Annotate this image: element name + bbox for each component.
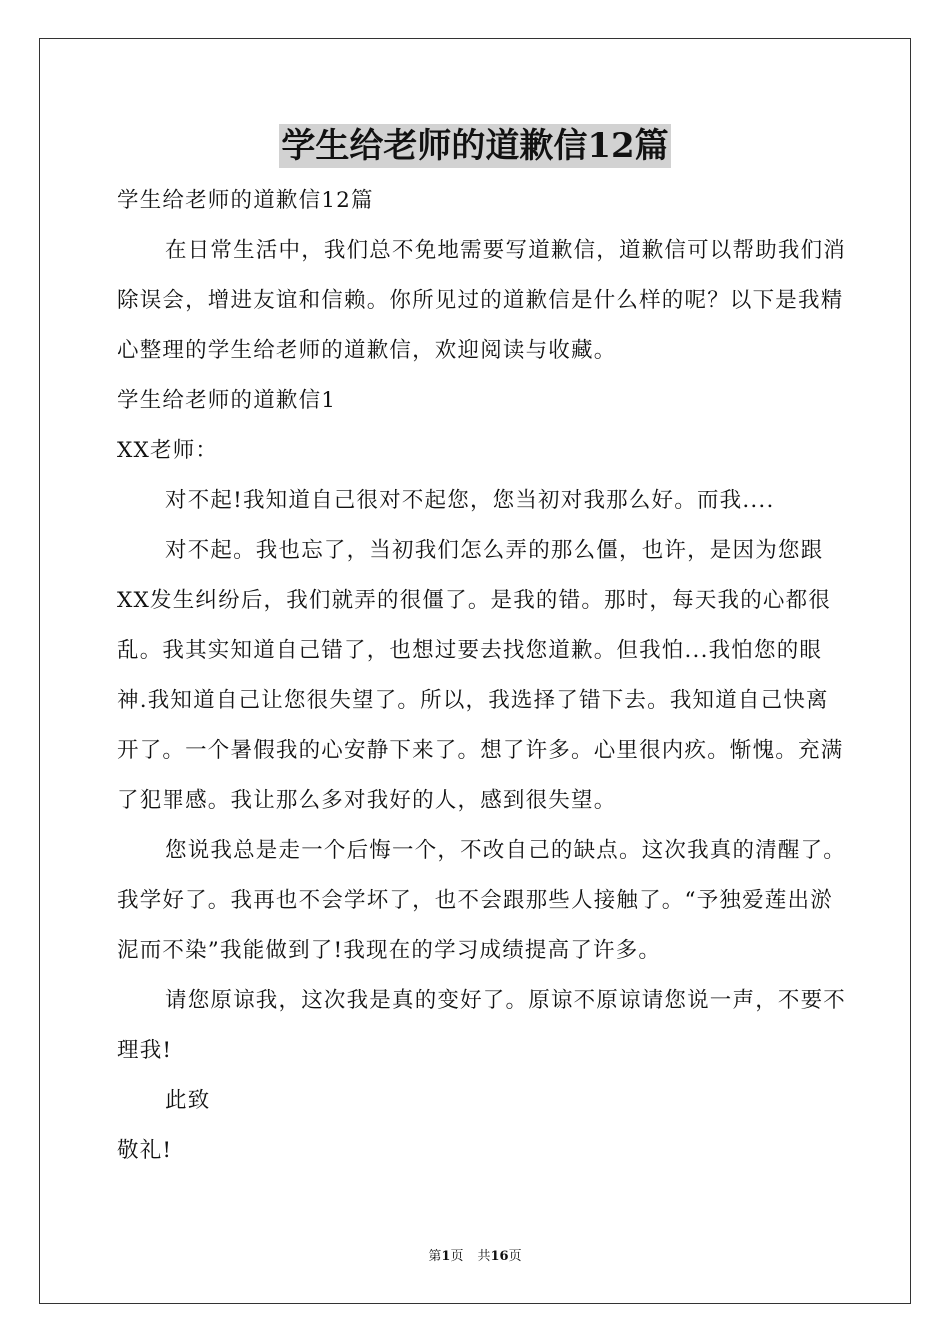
body-paragraph: 您说我总是走一个后悔一个，不改自己的缺点。这次我真的清醒了。我学好了。我再也不会学坏了，也不会跟那些人接触了。“予独爱莲出淤泥而不染”我能做到了!我现在的学习成绩提高了许多。	[117, 838, 847, 963]
body-paragraph: 请您原谅我，这次我是真的变好了。原谅不原谅请您说一声，不要不理我!	[117, 988, 847, 1063]
total-suffix: 页	[508, 1249, 522, 1264]
document-body	[117, 176, 850, 1176]
salutation: XX老师：	[117, 438, 219, 463]
total-pages: 16	[490, 1249, 509, 1264]
page-prefix: 第	[428, 1249, 442, 1264]
document-title: 学生给老师的道歉信12篇	[281, 126, 669, 166]
closing-salute: 敬礼!	[117, 1138, 173, 1163]
total-prefix: 共	[477, 1249, 491, 1264]
document-subtitle: 学生给老师的道歉信12篇	[117, 188, 374, 213]
page-number: 1	[441, 1249, 451, 1264]
letter-heading: 学生给老师的道歉信1	[117, 388, 337, 413]
intro-paragraph: 在日常生活中，我们总不免地需要写道歉信，道歉信可以帮助我们消除误会，增进友谊和信赖。你所见过的道歉信是什么样的呢？以下是我精心整理的学生给老师的道歉信，欢迎阅读与收藏。	[117, 238, 847, 363]
title-container	[0, 124, 950, 168]
body-paragraph: 对不起。我也忘了，当初我们怎么弄的那么僵，也许，是因为您跟XX发生纠纷后，我们就弄的很僵了。是我的错。那时，每天我的心都很乱。我其实知道自己错了，也想过要去找您道歉。但我怕...我怕您的眼神.我知道自己让您很失望了。所以，我选择了错下去。我知道自己快离开了。一个暑假我的心安静下来了。想了许多。心里很内疚。惭愧。充满了犯罪感。我让那么多对我好的人，感到很失望。	[117, 538, 844, 813]
closing-line: 此致	[165, 1088, 211, 1113]
page-suffix: 页	[450, 1249, 464, 1264]
page-footer	[0, 1248, 950, 1266]
body-paragraph: 对不起!我知道自己很对不起您，您当初对我那么好。而我....	[165, 488, 775, 513]
